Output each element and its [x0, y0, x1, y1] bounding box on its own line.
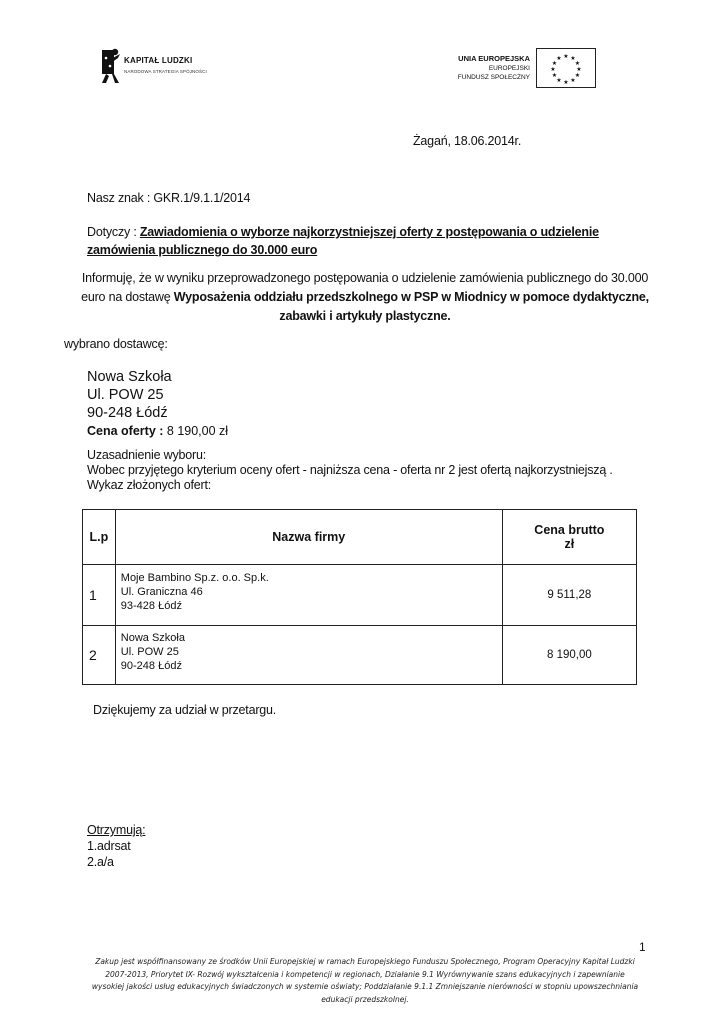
svg-text:★: ★	[551, 60, 558, 67]
kapital-ludzki-emblem-icon	[100, 46, 122, 84]
page-number: 1	[639, 940, 646, 954]
subject	[87, 223, 632, 259]
chosen-supplier-label: wybrano dostawcę:	[64, 337, 168, 351]
subject-text: Zawiadomienia o wyborze najkorzystniejszej oferty z postępowania o udzielenie zamówienia publicznego do 30.000 euro	[87, 225, 599, 257]
row-company-line: 93-428 Łódź	[120, 600, 182, 612]
kapital-ludzki-logo	[100, 44, 240, 86]
supplier-city: 90-248 Łódź	[87, 405, 168, 421]
eu-logo-line2: EUROPEJSKI	[488, 65, 530, 72]
kapital-ludzki-subtitle: NARODOWA STRATEGIA SPÓJNOŚCI	[124, 69, 207, 74]
information-bold: Wyposażenia oddziału przedszkolnego w PSP w Miodnicy w pomoce dydaktyczne, zabawki i artykuły plastyczne.	[173, 290, 649, 323]
reference-number: Nasz znak : GKR.1/9.1.1/2014	[87, 191, 251, 205]
svg-text:★: ★	[551, 72, 558, 79]
svg-text:★: ★	[574, 72, 581, 79]
svg-text:★: ★	[556, 55, 562, 62]
thanks-line: Dziękujemy za udział w przetargu.	[93, 703, 277, 717]
offers-table	[82, 509, 637, 685]
svg-text:★: ★	[563, 79, 569, 86]
header-gross-price-line2: zł	[564, 537, 575, 551]
information-paragraph	[80, 269, 650, 326]
table-row	[83, 565, 637, 626]
row-company-line: Ul. POW 25	[120, 646, 179, 658]
header-gross-price	[502, 510, 636, 565]
svg-text:★: ★	[556, 77, 562, 84]
supplier-block	[87, 368, 228, 440]
row-company-line: Nowa Szkoła	[120, 632, 185, 644]
row-company-line: Moje Bambino Sp.z. o.o. Sp.k.	[120, 572, 269, 584]
offer-price-label: Cena oferty :	[87, 424, 167, 438]
subject-prefix: Dotyczy :	[87, 225, 140, 239]
information-intro: Informuję, że w wyniku przeprowadzonego postępowania o udzielenie zamówienia publicznego do 30.000 euro na dostawę	[81, 271, 649, 304]
row-price: 9 511,28	[502, 565, 636, 626]
offer-price-value: 8 190,00 zł	[166, 424, 229, 438]
supplier-name: Nowa Szkoła	[87, 369, 172, 385]
table-header-row	[83, 510, 637, 565]
kapital-ludzki-title: KAPITAŁ LUDZKI	[124, 56, 193, 65]
svg-text:★: ★	[576, 66, 582, 73]
recipient-item: 1.adrsat	[87, 839, 131, 853]
row-price: 8 190,00	[502, 626, 636, 685]
eu-logo-line1: UNIA EUROPEJSKA	[458, 54, 530, 63]
table-row	[83, 626, 637, 685]
justification-text: Wobec przyjętego kryterium oceny ofert - najniższa cena - oferta nr 2 jest ofertą najkorzystniejszą .	[87, 463, 613, 477]
recipient-item: 2.a/a	[87, 855, 114, 869]
header-gross-price-line1: Cena brutto	[534, 523, 605, 537]
svg-text:★: ★	[570, 77, 576, 84]
row-company	[115, 565, 502, 626]
row-company-line: 90-248 Łódź	[120, 660, 182, 672]
header-lp: L.p	[83, 510, 116, 565]
svg-text:★: ★	[570, 55, 576, 62]
recipients-title: Otrzymują:	[87, 823, 146, 837]
row-company	[115, 626, 502, 685]
funding-note: Zakup jest współfinansowany ze środków Unii Europejskiej w ramach Europejskiego Funduszu Społecznego, Program Operacyjny Kapitał Ludzki 2007-2013, Priorytet IX- Rozwój wykształcenia i kompetencji w regionach, Działanie 9.1 Wyrównywanie szans edukacyjnych i zapewnianie wysokiej jakości usług edukacyjnych świadczonych w systemie oświaty; Poddziałanie 9.1.1 Zmniejszanie nierówności w stopniu upowszechniania edukacji przedszkolnej.	[91, 957, 639, 1004]
row-lp: 2	[83, 626, 116, 685]
letter-date: Żagań, 18.06.2014r.	[413, 134, 522, 148]
row-lp: 1	[83, 565, 116, 626]
offer-price-row	[87, 422, 228, 440]
supplier-street: Ul. POW 25	[87, 387, 164, 403]
justification-block	[87, 448, 613, 493]
eu-flag-icon	[536, 48, 596, 88]
recipients-block	[87, 822, 145, 870]
eu-logo-line3: FUNDUSZ SPOŁECZNY	[457, 74, 530, 81]
justification-title: Uzasadnienie wyboru:	[87, 448, 206, 462]
svg-text:★: ★	[574, 60, 581, 67]
offers-list-label: Wykaz złożonych ofert:	[87, 478, 212, 492]
row-company-line: Ul. Graniczna 46	[120, 586, 203, 598]
eu-logo	[440, 44, 600, 92]
svg-text:★: ★	[550, 66, 556, 73]
svg-text:★: ★	[563, 53, 569, 60]
header-company-name: Nazwa firmy	[115, 510, 502, 565]
